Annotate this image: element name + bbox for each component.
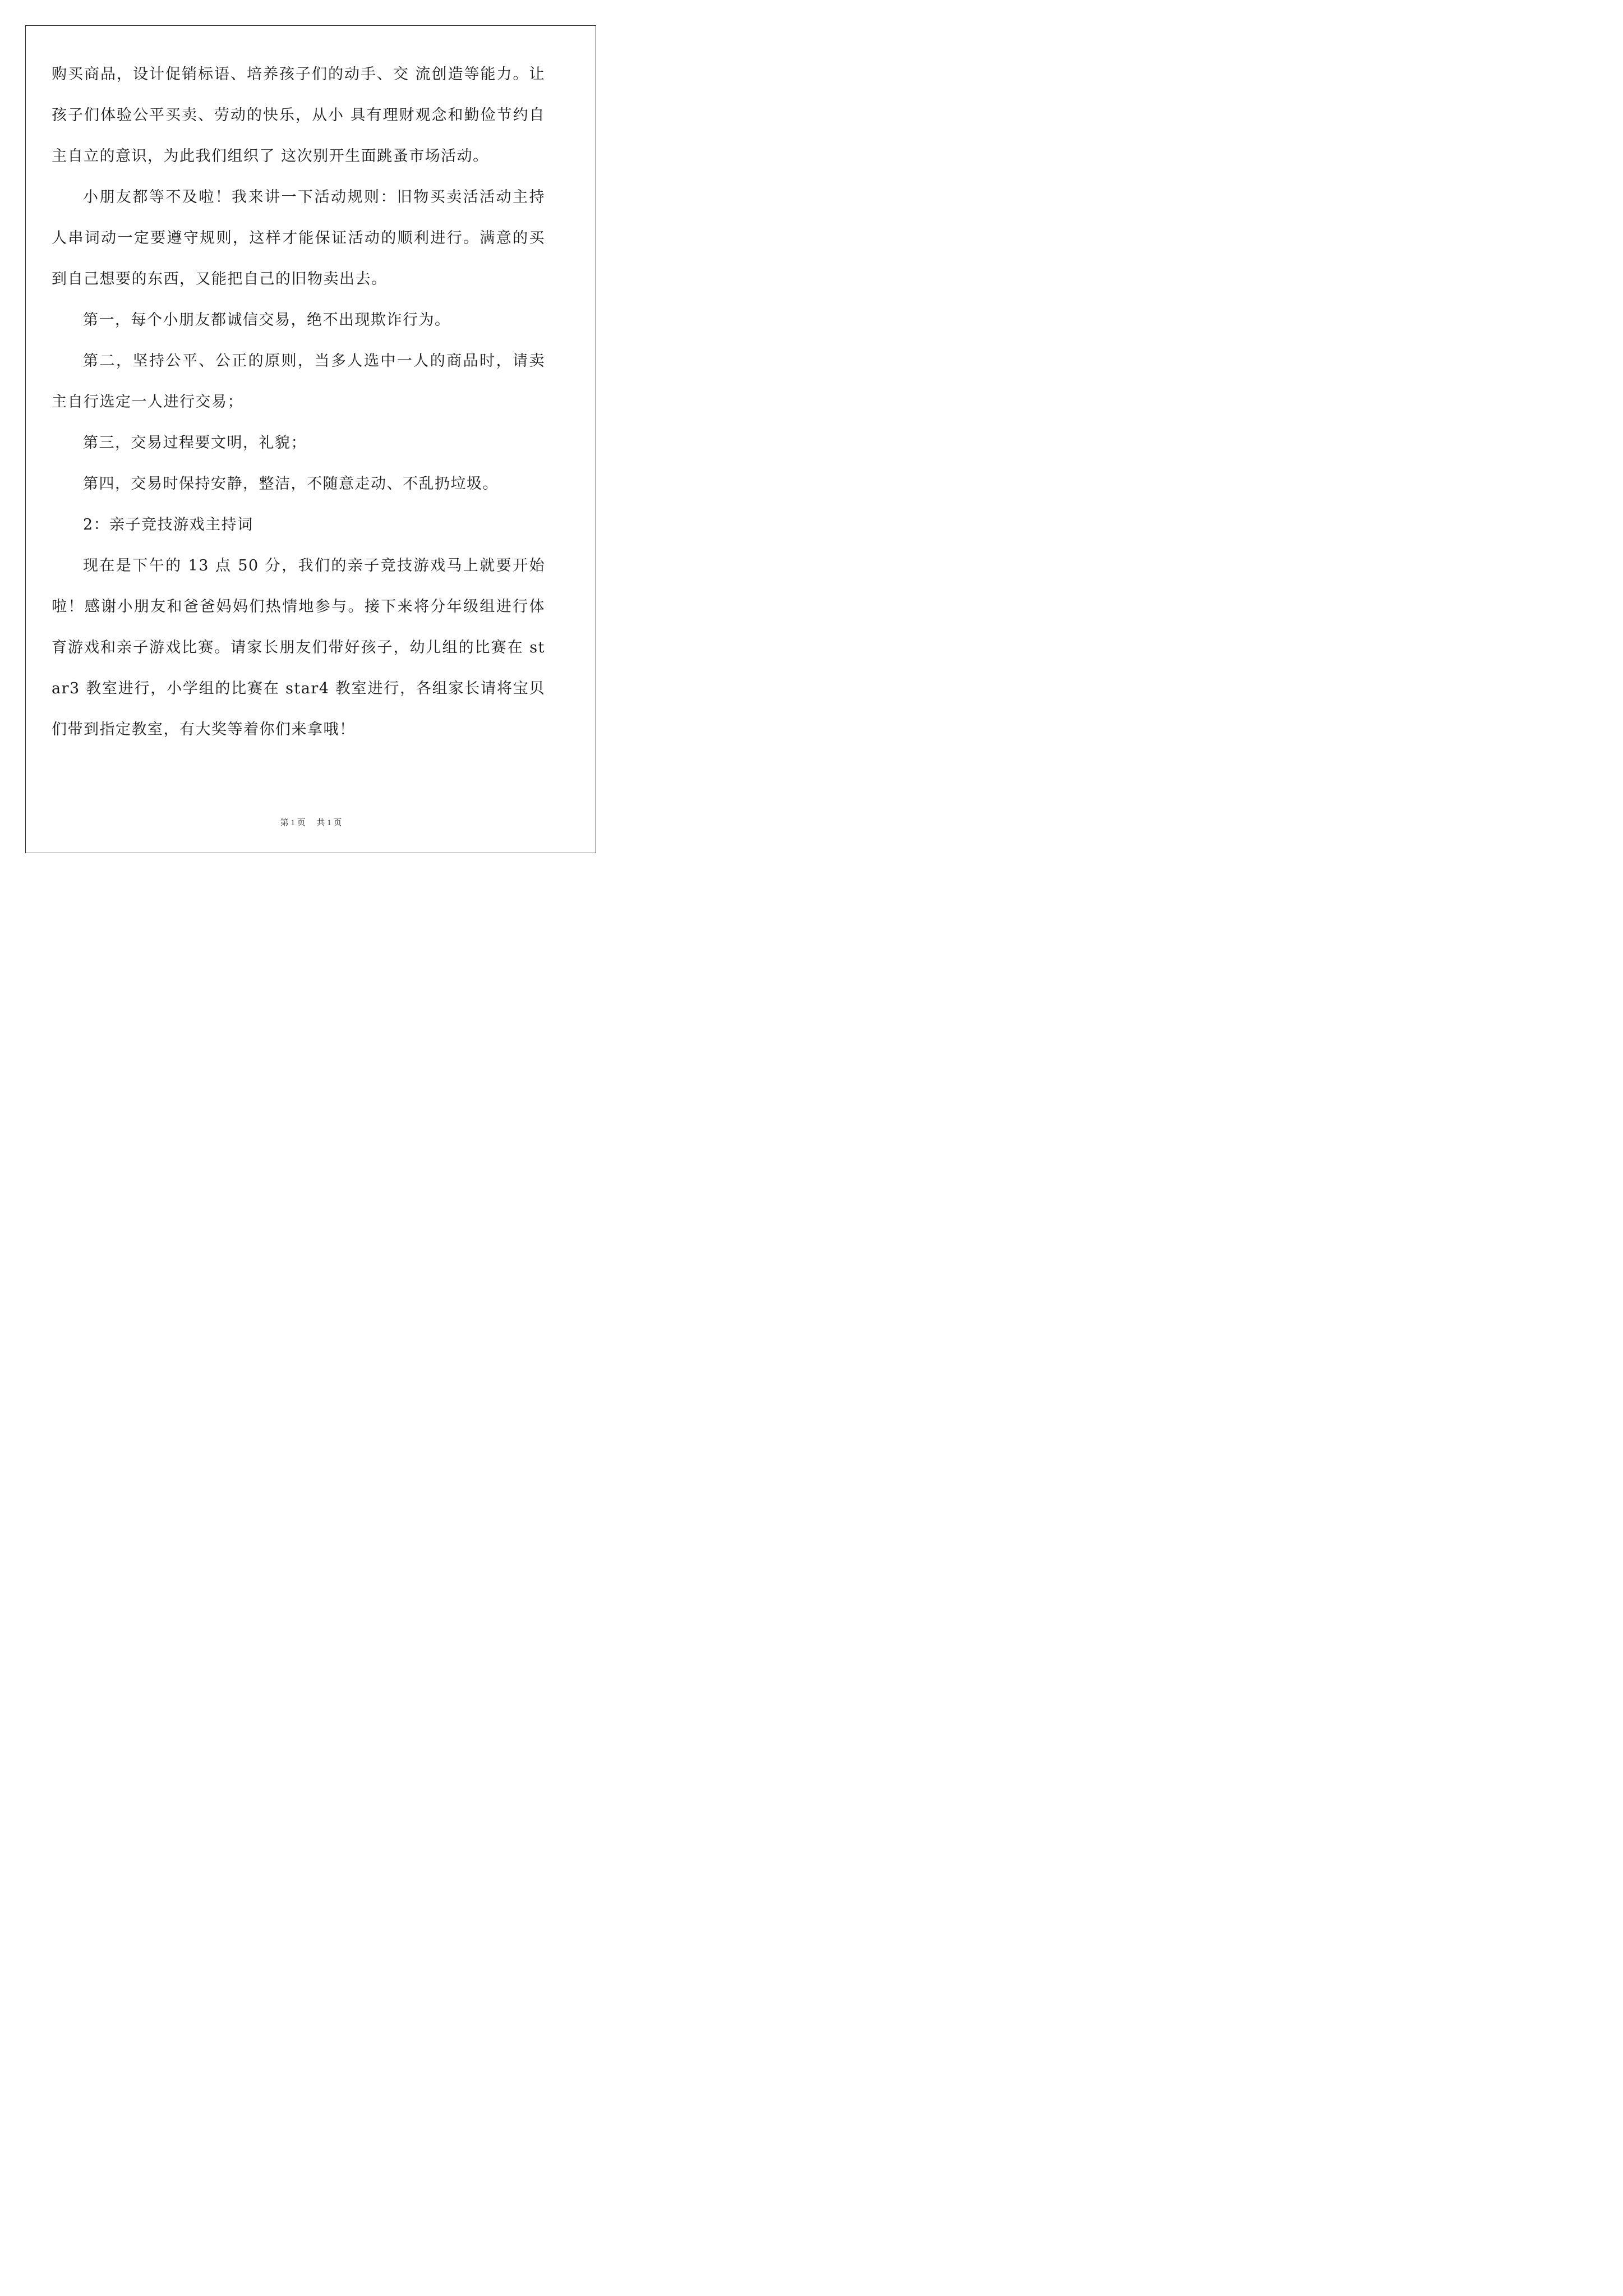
page-footer (0, 816, 622, 828)
paragraph-game-intro: 现在是下午的 13 点 50 分，我们的亲子竞技游戏马上就要开始啦！感谢小朋友和爸爸妈妈们热情地参与。接下来将分年级组进行体育游戏和亲子游戏比赛。请家长朋友们带好孩子，幼儿组的比赛在 star3 教室进行，小学组的比赛在 star4 教室进行，各组家长请将宝贝们带到指定教室，有大奖等着你们来拿哦！ (52, 557, 545, 738)
paragraph-rule-3: 第三，交易过程要文明，礼貌； (83, 434, 307, 452)
section-heading: 2：亲子竞技游戏主持词 (83, 516, 253, 533)
page-total: 共 1 页 (316, 818, 342, 827)
document-body (52, 54, 545, 750)
paragraph-rule-1: 第一，每个小朋友都诚信交易，绝不出现欺诈行为。 (83, 311, 451, 329)
page-number: 第 1 页 (280, 818, 306, 827)
paragraph-rule-4: 第四，交易时保持安静，整洁，不随意走动、不乱扔垃圾。 (83, 475, 499, 493)
paragraph-rule-2: 第二，坚持公平、公正的原则，当多人选中一人的商品时，请卖主自行选定一人进行交易； (52, 352, 545, 411)
paragraph-continuation: 购买商品，设计促销标语、培养孩子们的动手、交 流创造等能力。让孩子们体验公平买卖、劳动的快乐，从小 具有理财观念和勤俭节约自主自立的意识，为此我们组织了 这次别开生面跳蚤市场活动。 (52, 66, 545, 165)
paragraph-rules-intro: 小朋友都等不及啦！我来讲一下活动规则：旧物买卖活活动主持人串词动一定要遵守规则，这样才能保证活动的顺利进行。满意的买到自己想要的东西，又能把自己的旧物卖出去。 (52, 188, 545, 288)
